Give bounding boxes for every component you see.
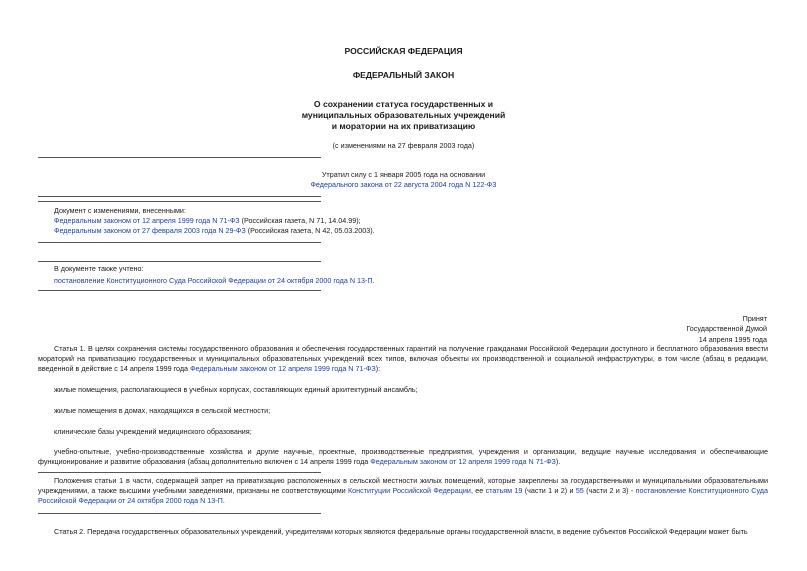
list-item-4: учебно-опытные, учебно-производственные хозяйства и другие научные, проектные, производственные предприятия, учреждения и организации, ведущие научные исследования и обеспечивающие функционирование и развитие образования (абзац дополнительно включен с 14 апреля 1999 года Федеральным законом от 12 апреля 1999 года N 71-ФЗ).: [38, 447, 768, 467]
document-title: [0, 99, 807, 133]
divider: [38, 242, 321, 243]
considered-block: В документе также учтено: постановление Конституционного Суда Российской Федерации от 24 октября 2000 года N 13-П.: [54, 264, 754, 286]
court-ruling-link[interactable]: постановление Конституционного Суда Российской Федерации от 24 октября 2000 года N 13-П: [54, 276, 373, 286]
country-heading: РОССИЙСКАЯ ФЕДЕРАЦИЯ: [344, 46, 463, 56]
article-19-link[interactable]: статьям 19: [485, 486, 523, 496]
change-law-link-1[interactable]: Федеральным законом от 12 апреля 1999 года N 71-ФЗ: [54, 216, 240, 226]
change-law-link-2[interactable]: Федеральным законом от 27 февраля 2003 года N 29-ФЗ: [54, 226, 246, 236]
adoption-info: [686, 314, 767, 345]
adopted-line-1: Принят: [742, 314, 767, 323]
expired-text: Утратил силу с 1 января 2005 года на основании: [321, 170, 486, 179]
divider: [38, 157, 321, 158]
item-4-law-link[interactable]: Федеральным законом от 12 апреля 1999 года N 71-ФЗ: [370, 457, 556, 467]
court-note: Положения статьи 1 в части, содержащей запрет на приватизацию расположенных в сельской местности жилых помещений, которые закреплены за государственными и муниципальными образовательными учреждениями, а также высшими учебными заведениями, признаны не соответствующими Конституции Российской Федерации, ее статьям 19 (части 1 и 2) и 55 (части 2 и 3) - постановление Конституционного Суда Российской Федерации от 24 октября 2000 года N 13-П.: [38, 476, 768, 506]
considered-heading: В документе также учтено:: [54, 264, 144, 273]
changes-heading: Документ с изменениями, внесенными:: [54, 206, 186, 215]
title-line-2: муниципальных образовательных учреждений: [301, 110, 506, 121]
expired-notice: [0, 170, 807, 190]
divider: [38, 261, 321, 262]
title-line-1: О сохранении статуса государственных и: [313, 99, 494, 109]
divider: [38, 201, 321, 202]
amendments-note: (с изменениями на 27 февраля 2003 года): [332, 141, 475, 150]
article-2: Статья 2. Передача государственных образовательных учреждений, учредителями которых являются федеральные органы государственной власти, в ведение субъектов Российской Федерации может быть: [54, 527, 748, 536]
article-55-link[interactable]: 55: [575, 486, 584, 496]
changes-item-2: Федеральным законом от 27 февраля 2003 года N 29-ФЗ (Российская газета, N 42, 05.03.2003).: [54, 226, 375, 236]
changes-block: [54, 206, 754, 236]
divider: [38, 472, 321, 473]
adopted-line-3: 14 апреля 1995 года: [698, 334, 767, 344]
divider: [38, 290, 321, 291]
constitution-link[interactable]: Конституции Российской Федерации: [347, 486, 471, 496]
article-1-law-link[interactable]: Федеральным законом от 12 апреля 1999 года N 71-ФЗ: [190, 364, 376, 374]
changes-item-1: Федеральным законом от 12 апреля 1999 года N 71-ФЗ (Российская газета, N 71, 14.04.99);: [54, 216, 361, 226]
divider: [38, 196, 321, 197]
expired-law-link[interactable]: Федерального закона от 22 августа 2004 года N 122-ФЗ: [310, 180, 497, 190]
list-item-2: жилые помещения в домах, находящихся в сельской местности;: [54, 406, 271, 415]
title-line-3: и моратории на их приватизацию: [331, 121, 476, 132]
article-1: Статья 1. В целях сохранения системы государственного образования и обеспечения государственных гарантий на получение гражданами Российской Федерации доступного и бесплатного образования ввести мораторий на приватизацию государственных и муниципальных образовательных учреждений всех типов, включая объекты их производственной и социальной инфраструктуры, в том числе (абзац в редакции, введенной в действие с 14 апреля 1999 года Федеральным законом от 12 апреля 1999 года N 71-ФЗ):: [38, 344, 768, 374]
list-item-3: клинические базы учреждений медицинского образования;: [54, 427, 252, 436]
list-item-1: жилые помещения, располагающиеся в учебных корпусах, составляющих единый архитектурный ансамбль;: [54, 385, 418, 394]
divider: [38, 513, 321, 514]
adopted-line-2: Государственной Думой: [686, 324, 767, 334]
doc-type-heading: ФЕДЕРАЛЬНЫЙ ЗАКОН: [352, 70, 455, 80]
court-ruling-link-2[interactable]: постановление Конституционного Суда Российской Федерации от 24 октября 2000 года N 13-П: [38, 486, 768, 506]
